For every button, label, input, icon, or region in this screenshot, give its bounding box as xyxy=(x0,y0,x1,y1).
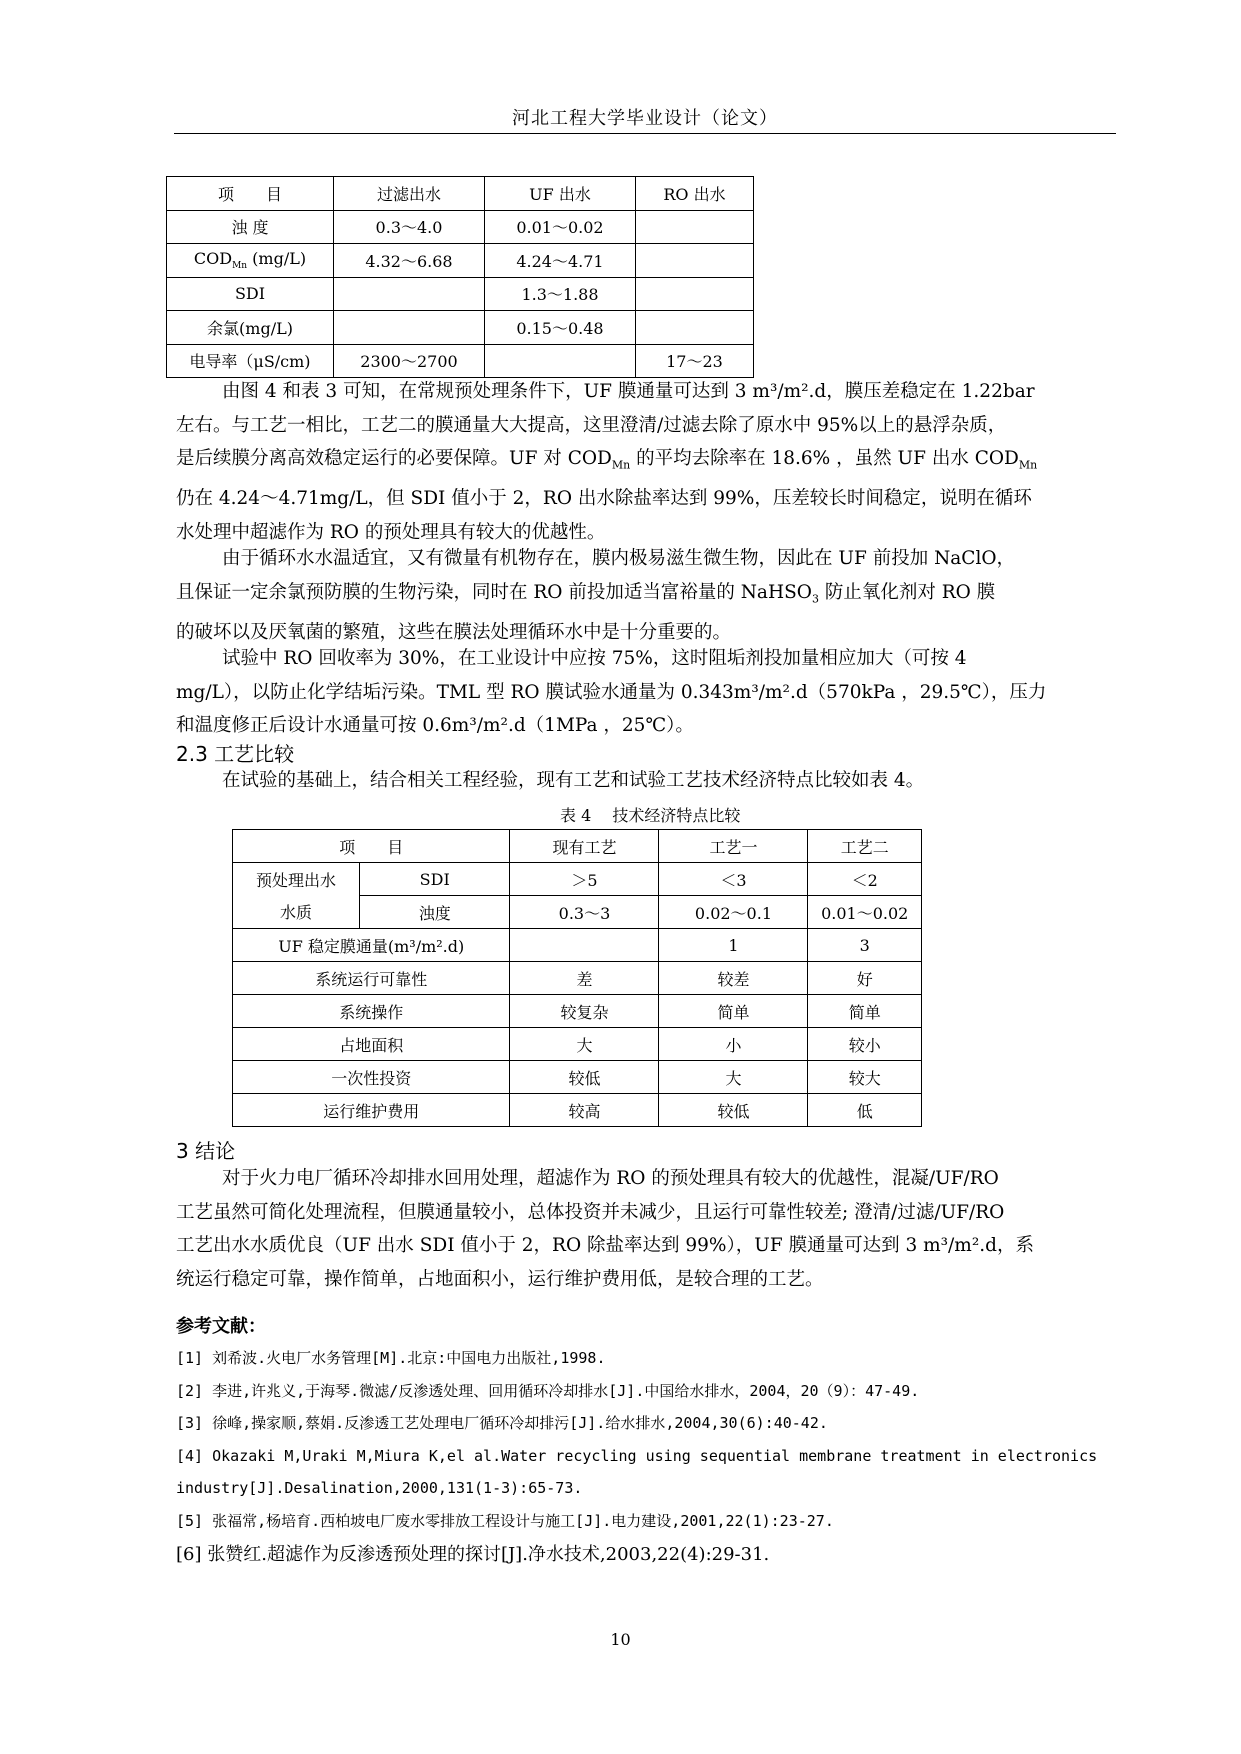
table-cell: 电导率（μS/cm) xyxy=(167,344,334,378)
table-cell: 1 xyxy=(659,929,808,962)
table-cell: 较低 xyxy=(510,1061,659,1094)
table-cell xyxy=(636,210,754,244)
table-header-row xyxy=(167,177,754,211)
table-cell: 0.3～3 xyxy=(510,896,659,929)
table-cell xyxy=(485,344,636,378)
table-cell: 简单 xyxy=(659,995,808,1028)
paragraph-4 xyxy=(176,764,1116,798)
para-line: mg/L），以防止化学结垢污染。TML 型 RO 膜试验水通量为 0.343m³/m².d（570kPa ，29.5℃），压力 xyxy=(176,681,1047,703)
para-line: 水处理中超滤作为 RO 的预处理具有较大的优越性。 xyxy=(176,521,606,543)
para-text: 防止氧化剂对 RO 膜 xyxy=(818,581,996,603)
table-cell: 2300～2700 xyxy=(334,344,485,378)
para-text: 由图 4 和表 3 可知，在常规预处理条件下，UF 膜通量可达到 3 m³/m².d，膜压差稳定在 1.22bar xyxy=(222,381,1035,402)
table-row xyxy=(167,210,754,244)
header-rule xyxy=(174,133,1116,134)
table-cell xyxy=(334,311,485,345)
table-row xyxy=(233,896,922,929)
para-line: 统运行稳定可靠，操作简单，占地面积小，运行维护费用低，是较合理的工艺。 xyxy=(176,1268,824,1290)
table-cell: 系统操作 xyxy=(233,995,510,1028)
table-row xyxy=(167,311,754,345)
table-cell: 较大 xyxy=(808,1061,922,1094)
table-header-cell: 项 目 xyxy=(233,830,510,863)
table-row xyxy=(233,1028,922,1061)
para-text: 由于循环水水温适宜，又有微量有机物存在，膜内极易滋生微生物，因此在 UF 前投加 NaClO， xyxy=(222,548,1016,569)
para-line: 且保证一定余氯预防膜的生物污染，同时在 RO 前投加适当富裕量的 NaHSO$_3$ 防止氧化剂对 RO 膜 xyxy=(176,581,996,606)
table-row xyxy=(233,1061,922,1094)
reference-item: [3] 徐峰,操家顺,蔡娟.反渗透工艺处理电厂循环冷却排污[J].给水排水,2004,30(6):40-42. xyxy=(176,1414,828,1432)
table-row xyxy=(167,277,754,311)
table-cell: ＜3 xyxy=(659,863,808,896)
table-header-row xyxy=(233,830,922,863)
para-line: 的破坏以及厌氧菌的繁殖，这些在膜法处理循环水中是十分重要的。 xyxy=(176,621,732,643)
table-cell xyxy=(167,244,334,278)
para-text: 的平均去除率在 18.6% ，虽然 UF 出水 COD xyxy=(630,448,1019,469)
paragraph-5 xyxy=(176,1162,1116,1296)
table-cell: 3 xyxy=(808,929,922,962)
table-row xyxy=(167,244,754,278)
para-line xyxy=(176,542,1116,576)
table-cell: 17～23 xyxy=(636,344,754,378)
table-cell: 低 xyxy=(808,1094,922,1127)
table-row xyxy=(233,929,922,962)
reference-item: [4] Okazaki M,Uraki M,Miura K,el al.Water recycling using sequential membrane treatment in electronics xyxy=(176,1446,1098,1465)
table-cell: 0.3～4.0 xyxy=(334,210,485,244)
table-header-cell: 现有工艺 xyxy=(510,830,659,863)
para-line xyxy=(176,642,1116,676)
para-line xyxy=(176,1162,1116,1196)
water-quality-table xyxy=(166,176,754,378)
table-cell: 较低 xyxy=(659,1094,808,1127)
table-cell: 0.02～0.1 xyxy=(659,896,808,929)
table-cell: ＜2 xyxy=(808,863,922,896)
table-cell: 一次性投资 xyxy=(233,1061,510,1094)
table-cell: 简单 xyxy=(808,995,922,1028)
para-line: 是后续膜分离高效稳定运行的必要保障。UF 对 $COD_{Mn}$ 的平均去除率在 18.6% ，虽然 UF 出水 $COD_{Mn}$ xyxy=(176,448,1038,472)
table-header-cell: 工艺二 xyxy=(808,830,922,863)
table-cell: 水质 xyxy=(233,896,360,929)
section-heading-3: 3 结论 xyxy=(176,1139,236,1163)
cod-subscript: Mn xyxy=(232,261,248,272)
para-line xyxy=(176,375,1116,409)
reference-item: [5] 张福常,杨培育.西柏坡电厂废水零排放工程设计与施工[J].电力建设,2001,22(1):23-27. xyxy=(176,1511,834,1530)
table-row xyxy=(233,1094,922,1127)
table-cell: 占地面积 xyxy=(233,1028,510,1061)
table-cell xyxy=(636,277,754,311)
para-line: 左右。与工艺一相比，工艺二的膜通量大大提高，这里澄清/过滤去除了原水中 95%以上的悬浮杂质， xyxy=(176,414,1007,436)
references-title: 参考文献： xyxy=(176,1316,266,1337)
table-cell: SDI xyxy=(167,277,334,311)
para-text: 是后续膜分离高效稳定运行的必要保障。UF 对 COD xyxy=(176,448,612,469)
table-cell xyxy=(334,277,485,311)
table-cell: 0.01～0.02 xyxy=(808,896,922,929)
para-line: 仍在 4.24～4.71mg/L，但 SDI 值小于 2，RO 出水除盐率达到 99%，压差较长时间稳定，说明在循环 xyxy=(176,488,1032,510)
para-text: 对于火力电厂循环冷却排水回用处理，超滤作为 RO 的预处理具有较大的优越性，混凝/UF/RO xyxy=(222,1168,999,1189)
table-cell: 4.32～6.68 xyxy=(334,244,485,278)
table-cell: 1.3～1.88 xyxy=(485,277,636,311)
section-heading-2-3: 2.3 工艺比较 xyxy=(176,742,295,766)
para-line: 和温度修正后设计水通量可按 0.6m³/m².d（1MPa ，25℃）。 xyxy=(176,715,694,736)
table-cell: 较复杂 xyxy=(510,995,659,1028)
table-cell: SDI xyxy=(360,863,510,896)
comparison-table xyxy=(232,829,922,1127)
paragraph-2 xyxy=(176,542,1116,649)
table-header-cell: 项 目 xyxy=(167,177,334,211)
paragraph-3 xyxy=(176,642,1116,743)
table-cell: ＞5 xyxy=(510,863,659,896)
reference-item: [1] 刘希波.火电厂水务管理[M].北京:中国电力出版社,1998. xyxy=(176,1349,606,1367)
table-cell xyxy=(636,311,754,345)
para-text: 在试验的基础上，结合相关工程经验，现有工艺和试验工艺技术经济特点比较如表 4。 xyxy=(222,770,925,791)
reference-item: [2] 李进,许兆义,于海琴.微滤/反渗透处理、回用循环冷却排水[J].中国给水排水，2004，20（9）：47-49. xyxy=(176,1381,920,1400)
table-cell: 4.24～4.71 xyxy=(485,244,636,278)
table-cell: UF 稳定膜通量(m³/m².d) xyxy=(233,929,510,962)
table-row xyxy=(233,995,922,1028)
page-number: 10 xyxy=(610,1630,631,1649)
table-header-cell: 工艺一 xyxy=(659,830,808,863)
para-line: 工艺出水水质优良（UF 出水 SDI 值小于 2，RO 除盐率达到 99%），UF 膜通量可达到 3 m³/m².d，系 xyxy=(176,1235,1034,1256)
table-caption: 表 4 技术经济特点比较 xyxy=(560,806,741,825)
table-header-cell: RO 出水 xyxy=(636,177,754,211)
table-cell: 0.01～0.02 xyxy=(485,210,636,244)
table-cell: 较差 xyxy=(659,962,808,995)
table-header-cell: 过滤出水 xyxy=(334,177,485,211)
table-cell: 0.15～0.48 xyxy=(485,311,636,345)
table-cell: 大 xyxy=(659,1061,808,1094)
table-cell: 浊 度 xyxy=(167,210,334,244)
table-cell: 系统运行可靠性 xyxy=(233,962,510,995)
cod-unit: (mg/L) xyxy=(247,249,307,269)
paragraph-1 xyxy=(176,375,1116,549)
page-header: 河北工程大学毕业设计（论文） xyxy=(512,108,778,129)
table-cell: 浊度 xyxy=(360,896,510,929)
table-cell xyxy=(636,244,754,278)
table-cell: 大 xyxy=(510,1028,659,1061)
table-cell xyxy=(510,929,659,962)
table-header-cell: UF 出水 xyxy=(485,177,636,211)
table-cell: 小 xyxy=(659,1028,808,1061)
reference-item: industry[J].Desalination,2000,131(1-3):65-73. xyxy=(176,1479,583,1497)
cod-label: COD xyxy=(193,249,233,269)
table-row xyxy=(167,344,754,378)
reference-item: [6] 张赞红.超滤作为反渗透预处理的探讨[J].净水技术,2003,22(4):29-31. xyxy=(176,1544,770,1565)
table-cell: 余氯(mg/L) xyxy=(167,311,334,345)
para-line: 工艺虽然可简化处理流程，但膜通量较小，总体投资并未减少，且运行可靠性较差; 澄清/过滤/UF/RO xyxy=(176,1201,1005,1223)
para-text: 且保证一定余氯预防膜的生物污染，同时在 RO 前投加适当富裕量的 NaHSO xyxy=(176,581,812,603)
table-row xyxy=(233,863,922,896)
references-list xyxy=(176,1342,1126,1537)
para-line xyxy=(176,764,1116,798)
table-cell: 差 xyxy=(510,962,659,995)
table-row xyxy=(233,962,922,995)
table-cell: 运行维护费用 xyxy=(233,1094,510,1127)
table-cell: 预处理出水 xyxy=(233,863,360,896)
table-cell: 较高 xyxy=(510,1094,659,1127)
table-cell: 好 xyxy=(808,962,922,995)
table-cell: 较小 xyxy=(808,1028,922,1061)
para-text: 试验中 RO 回收率为 30%，在工业设计中应按 75%，这时阻垢剂投加量相应加大（可按 4 xyxy=(222,648,967,669)
